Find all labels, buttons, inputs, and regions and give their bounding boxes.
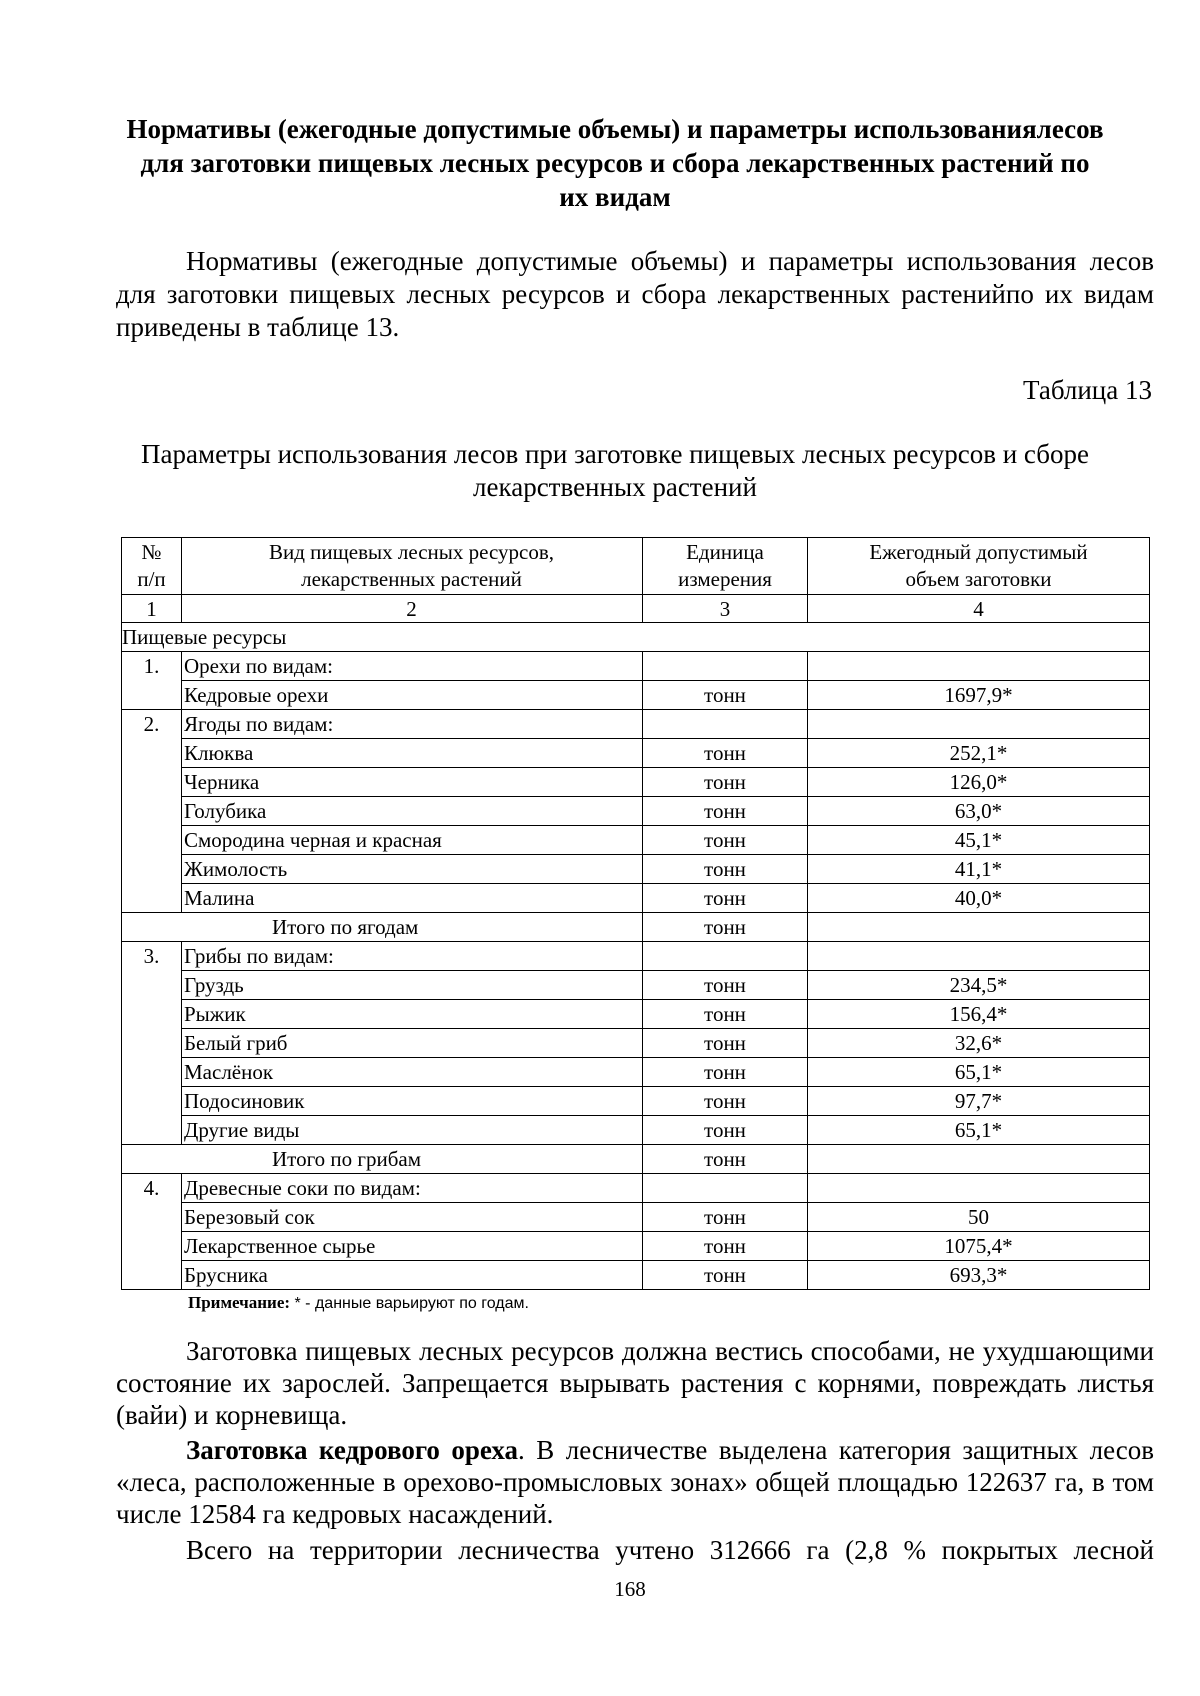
paragraph-total: Всего на территории лесничества учтено 312666 га (2,8 % покрытых лесной (186, 1535, 1154, 1565)
header-number-line-1: № (141, 540, 162, 564)
resource-name: Голубика (182, 797, 643, 826)
row-number (122, 797, 182, 826)
resource-name: Ягоды по видам: (182, 710, 643, 739)
row-number (122, 1087, 182, 1116)
header-resource-line-2: лекарственных растений (301, 567, 522, 591)
paragraph-cedar (116, 1434, 1154, 1530)
volume-cell: 1075,4* (808, 1232, 1150, 1261)
row-number (122, 1232, 182, 1261)
resource-name: Грибы по видам: (182, 942, 643, 971)
unit-cell: тонн (643, 797, 808, 826)
header-number-line-2: п/п (137, 567, 166, 591)
volume-cell: 1697,9* (808, 681, 1150, 710)
document-heading (110, 112, 1120, 214)
volume-cell: 693,3* (808, 1261, 1150, 1290)
volume-cell (808, 710, 1150, 739)
note-text: * - данные варьируют по годам. (290, 1295, 529, 1312)
table-row (122, 1087, 1150, 1116)
heading-line-3: их видам (559, 182, 671, 212)
row-number (122, 884, 182, 913)
table-row (122, 797, 1150, 826)
row-number: 4. (122, 1174, 182, 1203)
volume-cell: 32,6* (808, 1029, 1150, 1058)
unit-cell: тонн (643, 681, 808, 710)
intro-paragraph: Нормативы (ежегодные допустимые объемы) и параметры использования лесов для заготовки пищевых лесных ресурсов и сбора лекарственных растенийпо их видам приведены в таблице 13. (116, 246, 1154, 342)
table-row (122, 681, 1150, 710)
unit-cell: тонн (643, 1000, 808, 1029)
header-volume-line-1: Ежегодный допустимый (869, 540, 1088, 564)
table-row (122, 1174, 1150, 1203)
volume-cell: 65,1* (808, 1116, 1150, 1145)
resource-name: Подосиновик (182, 1087, 643, 1116)
unit-cell: тонн (643, 768, 808, 797)
header-volume-line-2: объем заготовки (905, 567, 1052, 591)
volume-cell: 234,5* (808, 971, 1150, 1000)
table-row (122, 1232, 1150, 1261)
row-number: 3. (122, 942, 182, 971)
unit-cell: тонн (643, 971, 808, 1000)
header-unit-line-1: Единица (686, 540, 764, 564)
heading-line-1: Нормативы (ежегодные допустимые объемы) и параметры использованиялесов (126, 114, 1104, 144)
header-resource-type (182, 538, 643, 595)
unit-cell (643, 710, 808, 739)
header-unit-line-2: измерения (678, 567, 772, 591)
unit-cell: тонн (643, 1261, 808, 1290)
row-number (122, 1203, 182, 1232)
unit-cell: тонн (643, 913, 808, 942)
resource-name: Орехи по видам: (182, 652, 643, 681)
unit-cell: тонн (643, 1232, 808, 1261)
table-caption (110, 438, 1120, 504)
table-row (122, 768, 1150, 797)
row-number (122, 1116, 182, 1145)
total-label: Итого по грибам (122, 1145, 643, 1174)
unit-cell: тонн (643, 855, 808, 884)
resource-name: Кедровые орехи (182, 681, 643, 710)
resource-name: Клюква (182, 739, 643, 768)
unit-cell (643, 1174, 808, 1203)
table-row (122, 1261, 1150, 1290)
unit-cell: тонн (643, 1058, 808, 1087)
column-number-cell: 2 (182, 595, 643, 623)
row-number: 1. (122, 652, 182, 681)
table-row (122, 884, 1150, 913)
table-label: Таблица 13 (1023, 375, 1152, 405)
volume-cell (808, 1174, 1150, 1203)
table-row (122, 710, 1150, 739)
volume-cell: 252,1* (808, 739, 1150, 768)
resource-name: Белый гриб (182, 1029, 643, 1058)
table-row (122, 652, 1150, 681)
row-number (122, 1058, 182, 1087)
volume-cell: 45,1* (808, 826, 1150, 855)
table-header-row (122, 538, 1150, 595)
total-label: Итого по ягодам (122, 913, 643, 942)
volume-cell: 156,4* (808, 1000, 1150, 1029)
row-number (122, 971, 182, 1000)
volume-cell (808, 652, 1150, 681)
row-number (122, 855, 182, 884)
volume-cell: 97,7* (808, 1087, 1150, 1116)
header-resource-line-1: Вид пищевых лесных ресурсов, (268, 540, 555, 564)
table-row (122, 942, 1150, 971)
unit-cell: тонн (643, 739, 808, 768)
volume-cell (808, 942, 1150, 971)
resource-name: Груздь (182, 971, 643, 1000)
paragraph-harvesting: Заготовка пищевых лесных ресурсов должна вестись способами, не ухудшающими состояние их зарослей. Запрещается вырывать растения с корнями, повреждать листья (вайи) и корневища. (116, 1336, 1154, 1430)
volume-cell (808, 1145, 1150, 1174)
unit-cell: тонн (643, 1087, 808, 1116)
table-row (122, 739, 1150, 768)
unit-cell: тонн (643, 1145, 808, 1174)
unit-cell: тонн (643, 1203, 808, 1232)
table-row (122, 971, 1150, 1000)
section-row (122, 623, 1150, 652)
row-number (122, 681, 182, 710)
unit-cell: тонн (643, 826, 808, 855)
table-caption-line-2: лекарственных растений (473, 472, 757, 502)
page-number: 168 (614, 1577, 646, 1601)
volume-cell: 65,1* (808, 1058, 1150, 1087)
table-row (122, 1058, 1150, 1087)
table-row (122, 913, 1150, 942)
row-number (122, 826, 182, 855)
header-number (122, 538, 182, 595)
resource-name: Рыжик (182, 1000, 643, 1029)
resource-name: Березовый сок (182, 1203, 643, 1232)
table-row (122, 1203, 1150, 1232)
header-unit (643, 538, 808, 595)
heading-line-2: для заготовки пищевых лесных ресурсов и сбора лекарственных растений по (140, 148, 1090, 178)
resource-name: Смородина черная и красная (182, 826, 643, 855)
row-number (122, 1029, 182, 1058)
header-annual-volume (808, 538, 1150, 595)
volume-cell (808, 913, 1150, 942)
note-label: Примечание: (188, 1293, 291, 1312)
resource-name: Маслёнок (182, 1058, 643, 1087)
section-label: Пищевые ресурсы (122, 623, 1150, 652)
table-note (188, 1293, 529, 1313)
table-row (122, 1116, 1150, 1145)
table-row (122, 1000, 1150, 1029)
row-number (122, 768, 182, 797)
resource-name: Жимолость (182, 855, 643, 884)
resource-name: Малина (182, 884, 643, 913)
unit-cell: тонн (643, 1116, 808, 1145)
paragraph-cedar-heading: Заготовка кедрового ореха (186, 1435, 519, 1465)
unit-cell: тонн (643, 1029, 808, 1058)
table-row (122, 1029, 1150, 1058)
unit-cell (643, 942, 808, 971)
column-number-cell: 4 (808, 595, 1150, 623)
row-number (122, 739, 182, 768)
resource-name: Брусника (182, 1261, 643, 1290)
resource-name: Другие виды (182, 1116, 643, 1145)
column-number-cell: 3 (643, 595, 808, 623)
paragraph-cedar-text: . В лесничестве выделена категория защитных лесов «леса, расположенные в орехово-промысловых зонах» общей площадью 122637 га, в том числе 12584 га кедровых насаждений. (116, 1435, 1154, 1529)
resource-name: Лекарственное сырье (182, 1232, 643, 1261)
table-row (122, 826, 1150, 855)
resource-name: Черника (182, 768, 643, 797)
unit-cell: тонн (643, 884, 808, 913)
resource-name: Древесные соки по видам: (182, 1174, 643, 1203)
volume-cell: 126,0* (808, 768, 1150, 797)
table-caption-line-1: Параметры использования лесов при заготовке пищевых лесных ресурсов и сборе (141, 439, 1089, 469)
volume-cell: 50 (808, 1203, 1150, 1232)
table-row (122, 1145, 1150, 1174)
unit-cell (643, 652, 808, 681)
column-number-row (122, 595, 1150, 623)
volume-cell: 41,1* (808, 855, 1150, 884)
volume-cell: 40,0* (808, 884, 1150, 913)
volume-cell: 63,0* (808, 797, 1150, 826)
row-number (122, 1261, 182, 1290)
row-number (122, 1000, 182, 1029)
row-number: 2. (122, 710, 182, 739)
column-number-cell: 1 (122, 595, 182, 623)
resources-table (121, 537, 1150, 1290)
table-row (122, 855, 1150, 884)
